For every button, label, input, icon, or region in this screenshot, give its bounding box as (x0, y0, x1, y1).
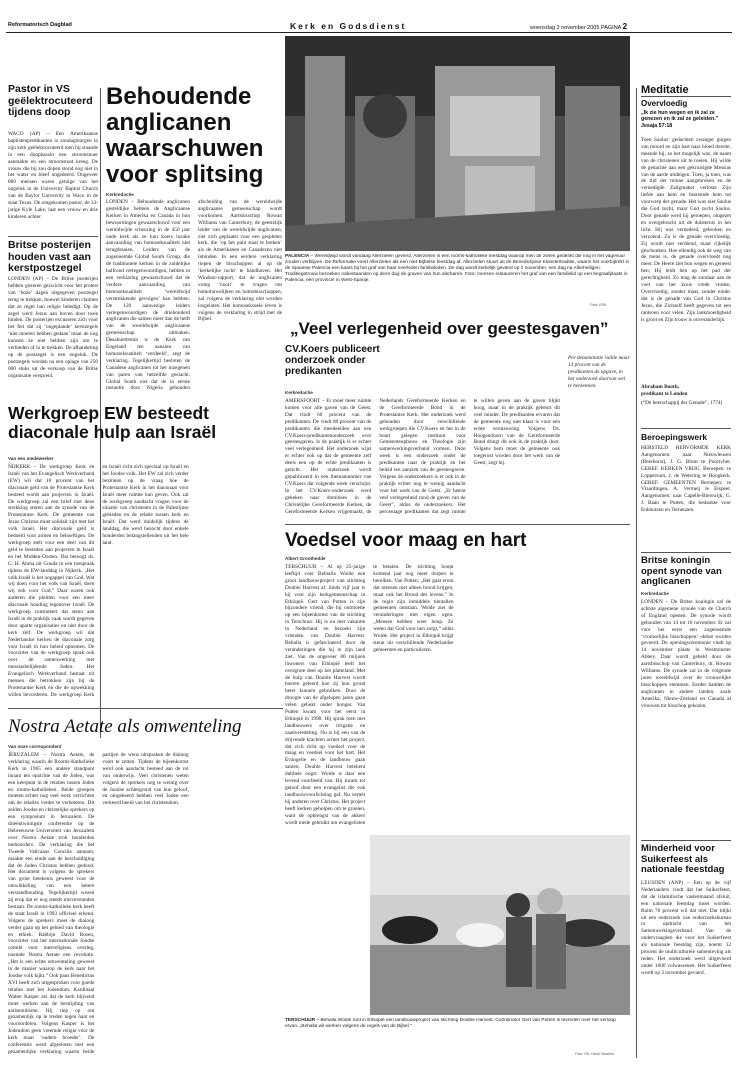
divider (8, 708, 283, 709)
cvk-title: CV.Koers publiceert onderzoek onder predikanten (285, 344, 380, 377)
nostra-body: JERUZALEM – Nostra Aetate, de verklaring waarin de Rooms-Katholieke Kerk in 1965 een andere standpunt innam ten opzichte van de Joden, was een keerpunt in de relaties tussen Joden en rooms-katholieken. Beide groepen moeten echter nog veel werk verrichten om de relaties verder te verbeteren. Dit zeiden Joodse en christelijke sprekers op een symposium in Jeruzalem. De drieëntwintigste conferentie op de Hebreeuwse Universiteit van Jeruzalem over Nostra Aetate trok honderden toehoorders. De verklaring die het Tweede Vaticaans Concilie aannam, maakte een einde aan de beschuldiging dat de Joden Christus hebben gedood. Het document is volgens de sprekers van grote betekenis geweest voor de ontwikkeling van een betere verstandhouding. Tegelijkertijd wezen zij erop dat er nog steeds misverstanden bestaan. De rooms-katholieke kerk heeft de staat Israël in 1993 officieel erkend. Volgens de sprekers moet de dialoog verder gaan op het gebied van theologie en ethiek. Rabbijn David Rosen, voorzitter van het internationale Joodse comité voor interreligieus overleg, noemde Nostra Aetate een revolutie. „Het is een echte omwenteling geweest in de manier waarop de kerk naar het Joodse volk kijkt.” Ook paus Benedictus XVI heeft zich uitgesproken voor goede relaties met het Jodendom. Kardinaal Walter Kasper zei dat de kerk blijvend moet werken aan de bestrijding van antisemitisme. Hij riep op om gezamenlijk op te treden tegen haat en vooroordelen. Volgens Kasper is het Jodendom geen vreemde religie voor de kerk maar ‘oudere broeder’. De conferentie werd afgesloten met een gezamenlijke verklaring waarin beide partijen de wens uitspraken de dialoog voort te zetten. Tijdens de bijeenkomst werd ook aandacht besteed aan de rol van onderwijs. Veel christenen weten volgens de sprekers nog te weinig over de Joodse achtergrond van hun geloof, en omgekeerd hebben veel Joden een verkeerd beeld van het christendom. (8, 752, 189, 1055)
divider (641, 96, 731, 97)
photo-caption-terschuur (285, 1018, 630, 1048)
meditatie-source: (“De heerschappij der Genade”, 1774) (641, 400, 723, 406)
cvk-kicker: Kerkredactie (285, 390, 313, 395)
date-page (530, 22, 627, 31)
caption-text: – Wereldwijd wordt vandaag Allerzielen gevierd. Allerzielen is een rooms-katholieke feestdag waarop men de zielen gedenkt die nog in het vagevuur zouden verblijven. De Reformatie voert Allerzielen als een niet-Bijbelse feestdag af. Allerzielen stuurt uit de Benedictijnse Kloostertraditie, waarin het voorbijtrekt in de Spaanse Palencia een kaars bij het graf van haar overleden familieleden. De dag wordt kerkelijk gevierd op 2 november, een dag na Allerheiligen. Traditiegetrouw bezoeken nabestaanden op deze dag de graven van hun dierbaren. Foto: mensen restaureren het graf van een familielid op een begraafplaats in Palencia, een provincie in West-Spanje. (285, 254, 630, 283)
photo-caption-allerzielen (285, 254, 630, 304)
voedsel-kicker: Albert Groothedde (285, 556, 326, 561)
quote-headline: „Veel verlegenheid over geestesgaven” (290, 319, 609, 338)
divider (641, 840, 731, 841)
cvk-body: AMERSFOORT – Er moet meer ruimte komen voor alle gaven van de Geest. Dat vindt 60 procent van de predikanten. De vindt 80 procent van de predikanten die meedeelden aan een CV.Koers-predikantenonderzoek over geestesgaven. Is de praktijk is er echter veel verlegenheid. Het onderzoek wijst er echter ook op dat de gemeente zelf deels een op de echte predikanten is gericht. Het onderzoek wordt gepubliceerd in een themanummer van CV.Koers dat volgende week verschijnt. In het CV.Koers-onderzoek werd gekeken naar dominees in de Christelijke Gereformeerde Kerken, de Gereformeerde Kerken vrijgemaakt, de Nederlands Gereformeerde Kerken en de Gereformeerde Bond in de Protestantse Kerk. Het onderzoek werd gehouden door verschillende werkgroepen die CV.Koers en het in de buurt gelegen instituut voor Gemeenteopbouw en Theologie zijn samenwerkingsverband vormen. Deze week is een onderzoek onder de predikanten naar de praktijk en het beleid ten aanzien van de geestesgaven. Volgens de onderzoekers is er ook in de praktijk echter nog te weinig aandacht voor het werk van de Geest. „Er heerst veel verlegenheid rond de gaven van de Geest”, aldus de onderzoekers. Het percentage predikanten dat zegt ruimte te willen geven aan de gaven blijkt hoog, maar in de praktijk gebeurt dit veel minder. De predikanten ervaren dat de gemeente nog niet klaar is voor een echte vernieuwing. Volgens Ds. Hoogendoorn van de Gereformeerde Bond dringt dit ook in de praktijk door. Volgens hem moet de gemeente ook toegerust worden door het werk van de Geest, zegt hij. (285, 398, 560, 515)
minder-body: LEUSDEN (ANP) – Een op de vijf Nederlanders vindt dat het Suikerfeest, dat de islamitische vastenmaand afsluit, een nationale feestdag moet worden. Ruim 70 procent wil dat niet. Dat blijkt uit een onderzoek van onderzoeksbureau in opdracht van het Samenwerkingsverband. Van de ondervraagden die voor het Suikerfeest als nationale feestdag zijn, noemt 12 procent de multiculturele samenleving als reden. Het onderzoek werd uitgevoerd onder 1000 volwassenen. Het Suikerfeest wordt op 3 november gevierd. (641, 880, 731, 976)
beroep-body: HERSTELD HERVORMDE KERK Aangenomen: naar Nieuwleusen (Beerhorst), J. G. Blom te Poortvliet. GEREF. KERKEN VRIJG. Beroepen: te Loppersum, J. de Wetering te Hoogkerk. GEREF. GEMEENTEN Beroepen: te Vlaardingen, A. Vermeij te Elspeet. Aangenomen: naar Capelle-Bleiswijk, G. J. Baan te Putten, die bedankte voor Enkhuizen en Terneuzen. (641, 445, 731, 514)
meditatie-title: Meditatie (641, 84, 689, 96)
beroep-title: Beroepingswerk (641, 432, 708, 442)
britse-kicker: Kerkredactie (641, 591, 669, 596)
voedsel-body: TERSCHUUR – Al op 25-jarige leeftijd voer Belhalla Wolde een groot landbouwproject van stichting Double Harvest af. Sinds vijf jaar is hij voor zijn kerkgemeenschap in Ethiopië. Gert van Putten is zijn bijzondere vriend, die hij ontmoette op een bijeenkomst van de stichting in Terschuur. Hij is nu met vakantie in Nederland en bezoekt zijn vrienden van Double Harvest. Behalla is gefascineerd door de veranderingen die hij in zijn land ziet. Van de ongeveer 80 miljoen inwoners van Ethiopië leeft het overgrote deel op het platteland. Met de hulp van Double Harvest wordt boeren geleerd hoe zij hun grond beter kunnen gebruiken. Door de droogte van de afgelopen jaren gaan velen gebukt onder honger. Van Putten kwam voor het eerst in Ethiopië in 1998. Hij sprak toen met landbouwers over irrigatie en zaadveredeling. Nu is hij een van de drijvende krachten achter het project, dat zich richt op voedsel voor de maag en voedsel voor het hart. Het Evangelie en de landbouw gaan samen. Double Harvest betekent dubbele oogst. Wolde is daar een levend voorbeeld van. Hij kwam tot geloof door een evangelist die ook landbouwvoorlichting gaf. Nu vertelt hij anderen over Christus. Het project heeft kerken geholpen om te groeien, want de opbrengst van de akkers wordt mede gebruikt om evangelisten te betalen. De stichting hoopt komend jaar nog meer dorpen te bereiken. Van Putten: „Het gaat erom dat mensen niet alleen brood krijgen, maar ook het Brood des levens.” In de regio zijn inmiddels tientallen gemeenten ontstaan. Wolde ziet de veranderingen met eigen ogen. „Mensen hebben weer hoop. Ze weten dat God voor hen zorgt,” aldus Wolde. Het project in Ethiopië krijgt steun uit verschillende Nederlandse gemeenten en particulieren. (285, 564, 454, 826)
voedsel-title: Voedsel voor maag en hart (285, 530, 527, 551)
nostra-title: Nostra Aetate als omwenteling (8, 716, 242, 737)
britse-title: Britse koningin opent synode van anglicanen (641, 555, 722, 587)
article-title-posterijen: Britse posterijen houden vast aan kerstpostzegel (8, 239, 91, 274)
lead-body: LONDEN – Behoudende anglicanen gesteldijke hebben de Anglicaanse Kerken in Amerika en Canada in hun bewoordingen gewaarschuwd voor een wereldwijde scheuring in de 450 jaar oude kerk als ze hun koers inzake aanvaarding van homoseksualiteit niet terugdraaien. Leiders van de zogenoemde Global South Group, die de traditionele kerken in de zuidelijke halfrond vertegenwoordigen, hebben in een verklaring gewaarschuwd dat de verdere aanvaarding van homoseksualiteit ‘wereldwijd verstrekkende gevolgen’ kan hebben. De 120 aanwezige leiders vertegenwoordigen de driehonderd anglicanen die samen meer dan de helft van de wereldwijde anglicaanse gemeenschap uitmaken. Desalniettemin is de Kerk van Engeland ten aanzien van homoseksualiteit ‘verdeeld’, zegt de verklaring. Tegelijkertijd besloten de Canadese anglicanen tot het inzegenen van paren van hetzelfde geslacht. Global South eist dat de in eerste instantie door Nigeria gehouden afscheiding van de wereldwijde anglicaanse gemeenschap wordt voorkomen. Aartsbisschop Rowan Williams van Canterbury, de geestelijk leider van de wereldwijde anglicanen, ziet zich geplaatst voor een gespleten kerk, die ‘op het punt staat te breken’ als de Amerikanen en Canadezen niet inbinden. In een eerdere verklaring riepen de bisschoppen al op de ‘kerkelijke tucht’ te handhaven. Het Windsor-rapport, dat de anglicanen vroeg ‘nooit’ te vragen om homohuwelijken en homobisschoppen, zal volgens de verklaring niet worden losgelaten. Het homoseksuele leven is volgens de verklaring in strijd met de Bijbel. (106, 199, 282, 392)
date-text: woensdag 2 november 2005 (530, 25, 600, 31)
article-body-pastor: WACO (AP) – Een Amerikaanse baptistenpredikanten is zondagmorgen in zijn kerk geëlektrocuteerd toen hij staande in een doopbassin een stroomsnoer aanraakte en een stroomstoot kreeg. De vrouw die bij zou dopen stond nog niet in het water en bleef ongedeerd. Ongeveer 800 mensen waren getuige van het ongeluk in de University Baptist Church van de Baylor University in Waco in de staat Texas. De omgekomen pastor, de 33-jarige Kyle Lake, laat een vrouw en drie kinderen achter. (8, 131, 98, 220)
newspaper-name: Reformatorisch Dagblad (8, 22, 72, 28)
ew-title: Werkgroep EW besteedt diaconale hulp aan Israël (8, 403, 217, 442)
ew-body: NIJKERK – De werkgroep Kerk en Israël van het Evangelisch Werkverband (EW) wil dat 10 procent van het diaconale geld van de Protestantse Kerk besteed wordt aan projecten in Israël. De werkgroep zal een brief met deze strekking sturen aan de synode van de Protestantse Kerk. De gemeente van Jezus Christus moet solidair zijn met het volk Israël. Het diaconale geld is bedoeld voor armen en behoeftigen. De werkgroep stelt voor een deel van dit geld te besteden aan projecten in Israël en het Midden-Oosten. Dat betoogt ds. G. H. Abma uit Gouda in een toespraak tijdens de EW-landdag in Nijkerk. „Het volk Israël is het oogappel van God. Wat wij doen voor het volk van Israël, doen wij ook voor God.” Daar waren ook anderen die pleitten voor een meer diaconale houding tegenover Israël. De werkgroep constateert dat steun aan Israël in de praktijk vaak wordt gegeven door aparte organisaties en niet door de kerk zelf. De werkgroep wil dat Nederlandse kerken de diaconale zorg voor Israël in hun beleid opnemen. De voorzitter van de werkgroep sprak ook over de samenwerking met messiasbelijdende Joden. Het Evangelisch Werkverband bestaat uit mensen die betrokken zijn bij de Protestantse Kerk en die de opwekking willen bevorderen. De werkgroep Kerk en Israël richt zich speciaal op Israël en het Joodse volk. Het EW zal zich verder bezinnen op de vraag hoe de Protestantse Kerk in het diaconaat voor Israël meer ruimte kan geven. Ook zal de werkgroep aandacht vragen voor de situatie van christenen in de Palestijnse gebieden en de relatie tussen kerk en Israël. Dat werd duidelijk tijdens de landdag, die werd bezocht door enkele honderden belangstellenden uit het hele land. (8, 464, 189, 698)
minder-title: Minderheid voor Suikerfeest als nationale feestdag (641, 843, 725, 875)
meditatie-verse: „Ik zie hun wegen en ik zal ze genezen en ik zal ze geleiden.” Jesaja 57:18 (641, 110, 719, 129)
photo-credit: Foto: RD, Henk Visscher (575, 1052, 615, 1056)
caption-place: TERSCHUUR (285, 1018, 316, 1023)
lead-title: Behoudende anglicanen waarschuwen voor splitsing (106, 83, 264, 188)
caption-text: – Behalla Wolde runt in Ethiopië een landbouwproject van stichting Double Harvest. Coördinator Gert van Putten is tevreden over het verloop ervan. „Behalla wil werken volgens de regels van de Bijbel.” (285, 1018, 616, 1029)
lead-kicker: Kerkredactie (106, 192, 134, 197)
meditatie-author: Abraham Booth, (641, 384, 679, 390)
page-number: 2 (622, 22, 628, 31)
photo-terschuur (370, 835, 630, 1015)
cvk-pull-quote: Per denominatie ruilde maar 14 procent van de predikanten de opgave, in het onderzoek daarvan wel te herkennen. (568, 355, 630, 389)
divider (285, 524, 630, 525)
caption-place: PALENCIA (285, 254, 310, 259)
meditatie-role: predikant te Londen (641, 391, 688, 397)
nostra-kicker: Van onze correspondent (8, 744, 62, 749)
meditatie-subtitle: Overvloedig (641, 99, 688, 108)
divider (641, 428, 731, 429)
article-title-pastor: Pastor in VS geëlektrocuteerd tijdens doop (8, 83, 93, 118)
meditatie-body: Toen Saulus’ gedachten zwanger gingen van moord en zijn hart naar bloed dorstte, meende hij, zo het mogelijk was, de naam van de christenen uit te roeien. Hij wilde de gedachte aan een gekruisigde Messias van de aarde uitdelgen. Toen, ja toen, was de tijd der minne aangebroken en de vernedigde Zaligmaker verloste Zijn liefde aan hem en bestemde hem tot voorwerp der genade. Het was niet Saulus die God zocht, maar God zocht Saulus. Door genade werd hij geroepen, omgezet en overgebracht uit de duisternis in het licht. Hij was vernederd, gebroken en verzoend. Zo is de genade overvloedig. Zij wordt niet verdiend, maar rijkelijk geschonken. Hoe ellendig ook de weg van de mens is, de genade overvloedt nog meer. De Heere ziet hun wegen en geneest hen; Hij leidt hen op het pad der gerechtigheid. Zo mag de zondaar aan de voet van het kruis vrede vinden. Overvloedig, zonder maat, zonder einde: dat is de genade van God in Christus Jezus, die Zichzelf heeft gegeven tot een rantsoen voor velen. Zijn lankmoedigheid is groot en Zijn trouw is onveranderlijk. (641, 137, 731, 323)
article-body-posterijen: LONDEN (AP) – De Britse posterijen hebben gisteren gezwicht voor het protest van ‘boze’ dagen uitgegeven postzegel terug te trekken, hoewel kinderen claimen dat ze regel han religie beledigt. Op de zegel werd Jezus aan boven door twee hinden. De posterijen excuseren zich voor het feit dat zij ‘ongeplande’ kerstzegels ‘niet moeten hebben gedaan’ maar de nog kunnen ze niet hebben zijn om te verbieden of in te trekken. De afhandeling op de postzegel is een ongeluk. De postzegels worden na een oplage van 250 000 stuks uit de verkoop van de Britse organisatie verspreid. (8, 276, 98, 379)
column-rule (636, 88, 637, 1058)
page-label: PAGINA (600, 25, 622, 31)
ew-kicker: Van een medewerker (8, 456, 54, 461)
section-title: Kerk en Godsdienst (290, 21, 407, 31)
header-rule (6, 32, 732, 33)
photo-allerzielen (285, 36, 630, 251)
divider (8, 236, 98, 237)
britse-body: LONDEN – De Britse koningin zal de achtste algemene synode van de Church of England openen. De synode wordt gehouden van 14 tot 16 november. Er zal voor het eerst een zogenoemde ‘vrouwelijke bisschoppen’ -debat worden gevoerd. De openingsceremonie vindt op 14 november plaats in Westminster Abbey. Daar wordt gebeld door de aartsbisschop van Canterbury, dr. Rowan Williams. De synode zal in de volgende jaren wereldwijd over de vrouwelijke bisschoppen stemmen. Eerder hadden de anglicanen in andere landen, zoals Amerika, Nieuw-Zeeland en Canada al vrouwen tot bisschop gekozen. (641, 599, 731, 709)
divider (641, 552, 731, 553)
photo-credit: Foto: EPA (590, 303, 607, 307)
